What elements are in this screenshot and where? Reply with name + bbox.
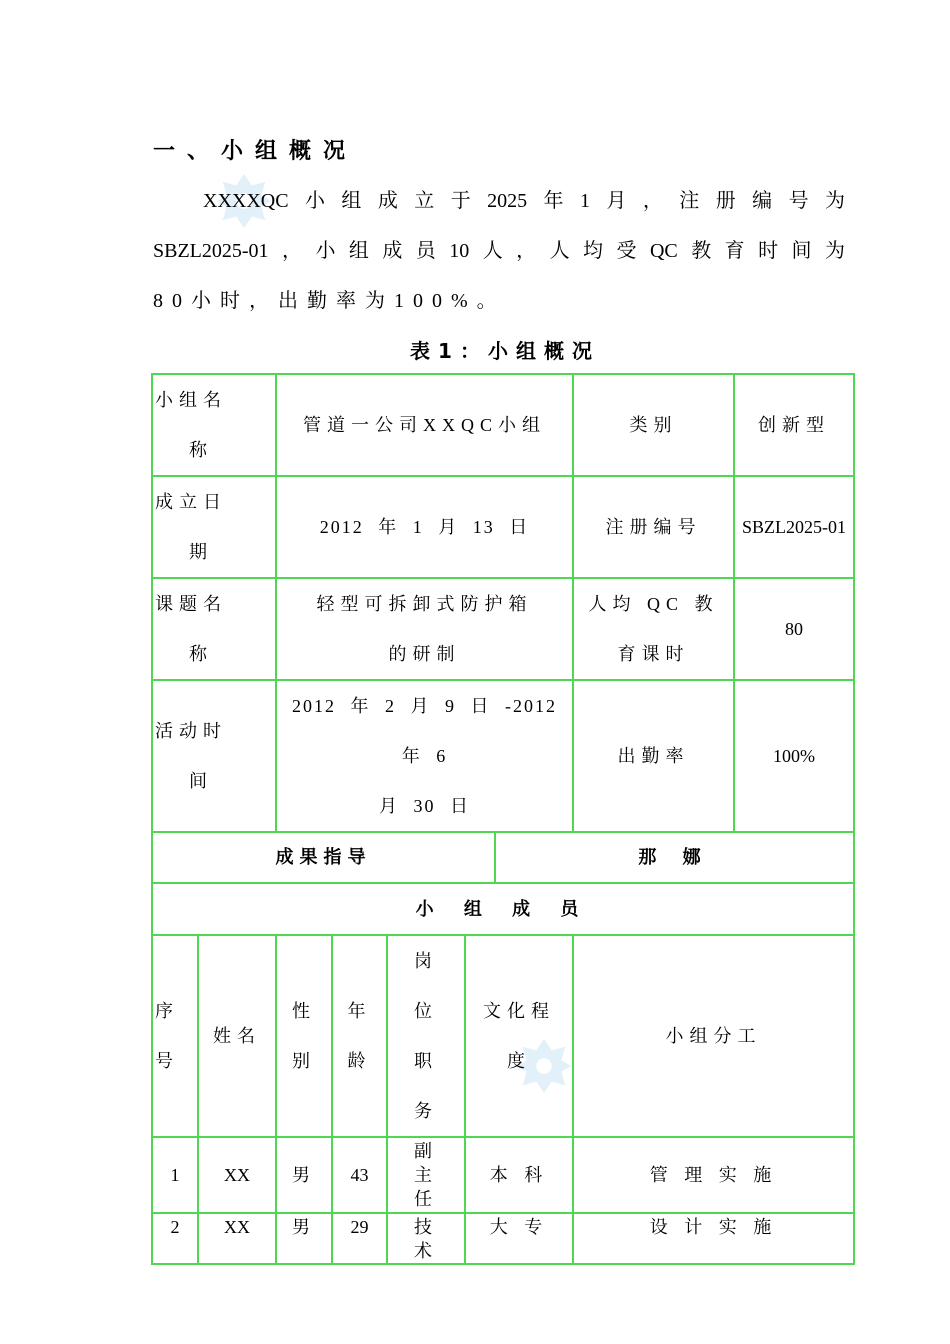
member-education: 大 专 [465, 1213, 573, 1264]
member-education: 本 科 [465, 1137, 573, 1213]
education-hours-value: 80 [734, 578, 854, 680]
activity-time-value: 2012 年 2 月 9 日 -2012 年 6 月 30 日 [276, 680, 573, 832]
topic-label: 课题名 称 [152, 578, 276, 680]
attendance-value: 100% [734, 680, 854, 832]
header-name: 姓名 [198, 935, 276, 1137]
members-title: 小 组 成 员 [152, 883, 854, 935]
member-age: 43 [332, 1137, 387, 1213]
registration-value: SBZL2025-01 [734, 476, 854, 578]
member-post: 技 术 [387, 1213, 465, 1264]
member-seq: 1 [152, 1137, 198, 1213]
table-row [152, 1213, 854, 1264]
intro-line-3: 80小时，出勤率为100%。 [153, 290, 506, 312]
advisor-value: 那 娜 [495, 832, 854, 883]
activity-time-label: 活动时 间 [152, 680, 276, 832]
member-gender: 男 [276, 1137, 332, 1213]
section-heading: 一、小组概况 [153, 139, 358, 164]
intro-line-1: XXXXQC小组成立于2025年1月，注册编号为 [203, 190, 845, 212]
header-post: 岗 位 职 务 [387, 935, 465, 1137]
founded-date-label: 成立日 期 [152, 476, 276, 578]
member-post: 副 主 任 [387, 1137, 465, 1213]
header-role: 小组分工 [573, 935, 854, 1137]
topic-value: 轻型可拆卸式防护箱 的研制 [276, 578, 573, 680]
founded-date-value: 2012 年 1 月 13 日 [276, 476, 573, 578]
member-name: XX [198, 1213, 276, 1264]
intro-line-2: SBZL2025-01，小组成员10人，人均受QC教育时间为 [153, 240, 845, 262]
header-education: 文化程 度 [465, 935, 573, 1137]
attendance-label: 出勤率 [573, 680, 734, 832]
member-seq: 2 [152, 1213, 198, 1264]
member-age: 29 [332, 1213, 387, 1264]
group-name-label: 小组名 称 [152, 374, 276, 476]
type-value: 创新型 [734, 374, 854, 476]
header-gender: 性 别 [276, 935, 332, 1137]
member-role: 管 理 实 施 [573, 1137, 854, 1213]
table-row [152, 1137, 854, 1213]
table-caption: 表1：小组概况 [410, 339, 600, 363]
header-age: 年 龄 [332, 935, 387, 1137]
advisor-label: 成果指导 [152, 832, 495, 883]
type-label: 类别 [573, 374, 734, 476]
education-hours-label: 人均 QC 教 育课时 [573, 578, 734, 680]
member-gender: 男 [276, 1213, 332, 1264]
group-name-value: 管道一公司XXQC小组 [276, 374, 573, 476]
overview-table [151, 373, 855, 1265]
header-seq: 序 号 [152, 935, 198, 1137]
member-role: 设 计 实 施 [573, 1213, 854, 1264]
member-name: XX [198, 1137, 276, 1213]
intro-paragraph [153, 176, 845, 326]
registration-label: 注册编号 [573, 476, 734, 578]
